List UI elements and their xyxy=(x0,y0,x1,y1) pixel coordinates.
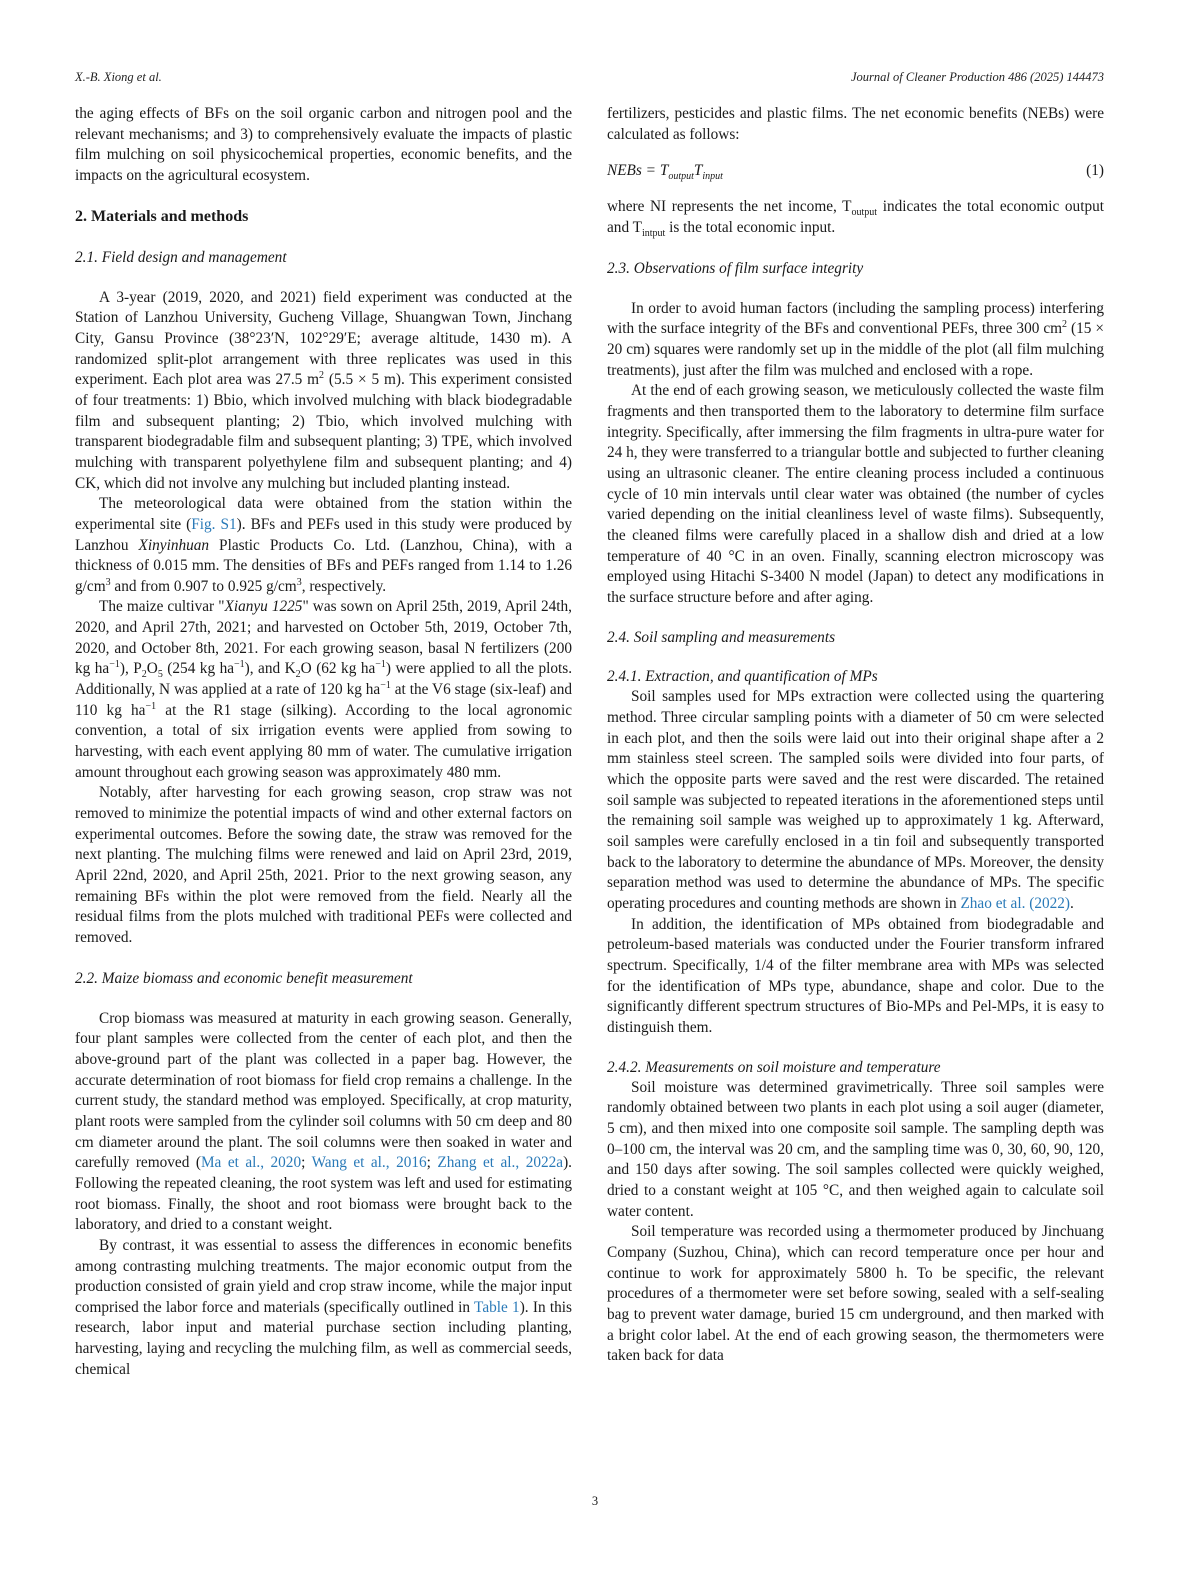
paragraph-avoid-human-factors: In order to avoid human factors (including the sampling process) interfering with the surface integrity of the BFs and conventional PEFs, three 300 $cm^2$ (15 × 20 cm) squares were randomly set up in the middle of the plot (all film mulching treatments), just after the film was mulched and enclosed with a rope. xyxy=(607,299,1104,379)
paragraph-mps-identification: In addition, the identification of MPs obtained from biodegradable and petroleum-based materials was conducted under the Fourier transform infrared spectrum. Specifically, 1/4 of the filter membrane area with MPs was selected for the identification of MPs type, abundance, shape and color. Due to the significantly different spectrum structures of Bio-MPs and Pel-MPs, it is easy to distinguish them. xyxy=(607,915,1104,1036)
paragraph-maize-cultivar: The maize cultivar "Xianyu 1225" was sown on April 25th, 2019, April 24th, 2020, and April 27th, 2021; and harvested on October 5th, 2019, October 7th, 2020, and October 8th, 2021. For each growing season, basal N fertilizers (200 kg $ha^{-1}$), $P_2O_5$ (254 kg $ha^{-1}$), and $K_2O$ (62 kg $ha^{-1}$) were applied to all the plots. Additionally, N was applied at a rate of 120 kg $ha^{-1}$ at the V6 stage (six-leaf) and 110 kg $ha^{-1}$ at the R1 stage (silking). According to the local agronomic convention, a total of six irrigation events were applied from sowing to harvesting, with each event applying 80 mm of water. The cumulative irrigation amount throughout each growing season was approximately 480 mm. xyxy=(75,598,573,781)
subsubsection-heading-mps-extraction: 2.4.1. Extraction, and quantification of MPs xyxy=(607,668,878,686)
running-head-authors: X.-B. Xiong et al. xyxy=(75,70,162,84)
paragraph-film-fragments: At the end of each growing season, we meticulously collected the waste film fragments and then transported them to the laboratory to determine film surface integrity. Specifically, after immersing the film fragments in ultra-pure water for 24 h, they were transferred to a triangular bottle and subjected to further cleaning using an ultrasonic cleaner. The entire cleaning process included a continuous cycle of 10 min intervals until clear water was obtained (the number of cycles varied depending on the initial cleanliness level of waste films). Subsequently, the cleaned films were carefully placed in a shallow dish and dried at a low temperature of 40 °C in an oven. Finally, scanning electron microscopy was employed using Hitachi S-3400 N model (Japan) to detect any modifications in the surface structure before and after aging. xyxy=(607,382,1104,606)
paragraph-crop-straw: Notably, after harvesting for each growing season, crop straw was not removed to minimize the potential impacts of wind and other external factors on experimental outcomes. Before the sowing date, the straw was removed for the next planting. The mulching films were renewed and laid on April 23rd, 2019, April 22nd, 2020, and April 25th, 2021. Prior to the next growing season, any remaining BFs within the plot were removed from the field. Nearly all the residual films from the plots mulched with traditional PEFs were collected and removed. xyxy=(75,784,572,946)
left-column xyxy=(75,104,572,1380)
paragraph-soil-moisture: Soil moisture was determined gravimetrically. Three soil samples were randomly obtained between two plants in each plot using a soil auger (diameter, 5 cm), and then mixed into one composite soil sample. The sampling depth was 0–100 cm, the interval was 20 cm, and the sampling time was 0, 30, 60, 90, 120, and 150 days after sowing. The soil samples collected were quickly weighed, dried to a constant weight at 105 °C, and then weighed again to calculate soil water content. xyxy=(607,1078,1104,1220)
subsection-heading-field-design: 2.1. Field design and management xyxy=(75,248,287,266)
figure-link-s1[interactable]: Fig. S1 xyxy=(191,515,237,533)
equation-neb: NEBs = $T_{output}T_{input}$ (1) xyxy=(607,162,1104,183)
right-column xyxy=(607,104,1104,1367)
subsection-heading-maize-biomass: 2.2. Maize biomass and economic benefit measurement xyxy=(75,969,413,987)
page-number: 3 xyxy=(591,1494,599,1508)
citation-link-zhang-2022a[interactable]: Zhang et al., 2022a xyxy=(437,1154,564,1172)
paragraph-soil-temperature: Soil temperature was recorded using a thermometer produced by Jinchuang Company (Suzhou, China), which can record temperature once per hour and continue to work for approximately 5800 h. To be specific, the relevant procedures of a thermometer were set before sowing, sealed with a self-sealing bag to prevent water damage, buried 15 cm underground, and then marked with a bright color label. At the end of each growing season, the thermometers were taken back for data xyxy=(607,1223,1104,1365)
paragraph-crop-biomass: Crop biomass was measured at maturity in each growing season. Generally, four plant samples were collected from the center of each plot, and then the above-ground part of the plant was collected in a paper bag. However, the accurate determination of root biomass for field crop remains a challenge. In the current study, the standard method was employed. Specifically, at crop maturity, plant roots were sampled from the cylinder soil columns with 50 cm deep and 80 cm diameter around the plant. The soil columns were then soaked in water and carefully removed (Ma et al., 2020; Wang et al., 2016; Zhang et al., 2022a). Following the repeated cleaning, the root system was left and used for estimating root biomass. Finally, the shoot and root biomass were brought back to the laboratory, and dried to a constant weight. xyxy=(75,1009,572,1234)
citation-link-ma-2020[interactable]: Ma et al., 2020 xyxy=(200,1154,302,1172)
paragraph-neb-definition: where NI represents the net income, $T_{output}$ indicates the total economic output and $T_{intput}$ is the total economic input. xyxy=(607,198,1104,240)
subsubsection-heading-moisture-temperature: 2.4.2. Measurements on soil moisture and temperature xyxy=(607,1058,941,1076)
subsection-heading-soil-sampling: 2.4. Soil sampling and measurements xyxy=(607,629,836,647)
intro-paragraph-tail: the aging effects of BFs on the soil organic carbon and nitrogen pool and the relevant mechanisms; and 3) to comprehensively evaluate the impacts of plastic film mulching on soil physicochemical properties, economic benefits, and the impacts on the agricultural ecosystem. xyxy=(75,105,572,184)
citation-link-wang-2016[interactable]: Wang et al., 2016 xyxy=(311,1154,427,1172)
paragraph-economic-benefits: By contrast, it was essential to assess the differences in economic benefits among contrasting mulching treatments. The major economic output from the production consisted of grain yield and crop straw income, while the major input comprised the labor force and materials (specifically outlined in Table 1). In this research, labor input and material purchase section including planting, harvesting, laying and recycling the mulching film, as well as commercial seeds, chemical xyxy=(75,1236,572,1378)
paragraph-meteorological-data: The meteorological data were obtained from the station within the experimental site (Fig. S1). BFs and PEFs used in this study were produced by Lanzhou Xinyinhuan Plastic Products Co. Ltd. (Lanzhou, China), with a thickness of 0.015 mm. The densities of BFs and PEFs ranged from 1.14 to 1.26 $g/cm^3$ and from 0.907 to 0.925 $g/cm^3$, respectively. xyxy=(75,495,573,595)
equation-number: (1) xyxy=(1086,162,1104,180)
table-link-1[interactable]: Table 1 xyxy=(474,1298,520,1316)
citation-link-zhao-2022[interactable]: Zhao et al. (2022) xyxy=(960,895,1071,913)
paragraph-field-experiment: A 3-year (2019, 2020, and 2021) field experiment was conducted at the Station of Lanzhou University, Gucheng Village, Shuangwan Town, Jinchang City, Gansu Province (38°23′N, 102°29′E; average altitude, 1430 m). A randomized split-plot arrangement with three replicates was used in this experiment. Each plot area was 27.5 $m^2$ (5.5 × 5 m). This experiment consisted of four treatments: 1) Bbio, which involved mulching with black biodegradable film and subsequent planting; 2) Tbio, which involved mulching with transparent biodegradable film and subsequent planting; 3) TPE, which involved mulching with transparent polyethylene film and subsequent planting; and 4) CK, which did not involve any mulching but included planting instead. xyxy=(75,288,572,492)
paragraph-mps-extraction: Soil samples used for MPs extraction were collected using the quartering method. Three circular sampling points with a diameter of 50 cm were selected in each plot, and then the soils were laid out into their original shape after a 2 mm stainless steel screen. The sampled soils were divided into four parts, of which the opposite parts were saved and the rest were discarded. The retained soil sample was subjected to repeated iterations in the aforementioned steps until the remaining soil sample was weighed up to approximately 1 kg. Afterward, soil samples were carefully enclosed in a tin foil and subsequently transported back to the laboratory to determine the abundance of MPs. Moreover, the density separation method was used to determine the abundance of MPs. The specific operating procedures and counting methods are shown in Zhao et al. (2022). xyxy=(607,688,1104,913)
subsection-heading-film-integrity: 2.3. Observations of film surface integrity xyxy=(607,259,864,277)
section-heading-materials-methods: 2. Materials and methods xyxy=(75,207,249,225)
paragraph-neb-intro: fertilizers, pesticides and plastic films. The net economic benefits (NEBs) were calculated as follows: xyxy=(607,105,1104,143)
running-head-journal: Journal of Cleaner Production 486 (2025) 144473 xyxy=(851,70,1104,84)
